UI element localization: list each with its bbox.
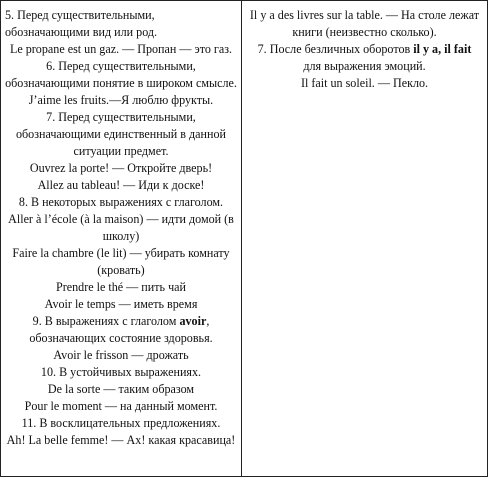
example-il-fait: Il fait un soleil. — Пекло.: [300, 76, 429, 90]
rule-9-bold: avoir: [179, 314, 207, 328]
example-8c: Prendre le thé — пить чай: [56, 280, 186, 294]
example-il-y-a: Il y a des livres sur la table. — На столе лежат книги (неизвестно сколько).: [249, 8, 480, 39]
rule-8: 8. В некоторых выражениях с глаголом.: [18, 195, 224, 209]
rule-7: 7. Перед существительными, обозначающими единственный в данной ситуации предмет.: [15, 110, 227, 158]
example-8a: Aller à l’école (à la maison) — идти домой (в школу): [8, 212, 234, 243]
example-7a: Ouvrez la porte! — Откройте дверь!: [29, 161, 213, 175]
rule-11: 11. В восклицательных предложениях.: [21, 416, 221, 430]
example-6: J’aime les fruits.—Я люблю фрукты.: [28, 93, 214, 107]
rule-9-prefix: 9. В выражениях с глаголом: [32, 314, 180, 328]
right-column: [242, 1, 487, 476]
rule-10: 10. В устойчивых выражениях.: [40, 365, 202, 379]
example-8d: Avoir le temps — иметь время: [44, 297, 198, 311]
example-8b: Faire la chambre (le lit) — убирать комнату (кровать): [12, 246, 230, 277]
rule-7-right-suffix: для выражения эмоций.: [303, 59, 426, 73]
rule-7-right-bold: il y a, il fait: [413, 42, 472, 56]
example-7b: Allez au tableau! — Иди к доске!: [37, 178, 205, 192]
rule-7-right: [248, 41, 481, 75]
rule-7-right-prefix: 7. После безличных оборотов: [257, 42, 414, 56]
example-11: Ah! La belle femme! — Ах! какая красавица!: [6, 433, 236, 447]
rule-5: 5. Перед существительными, обозначающими вид или род.: [5, 8, 158, 39]
rule-6: 6. Перед существительными, обозначающими понятие в широком смысле.: [5, 59, 237, 90]
left-column: [1, 1, 242, 476]
rule-9-suffix: , обозначающих состояние здоровья.: [29, 314, 213, 345]
example-9: Avoir le frisson — дрожать: [53, 348, 189, 362]
rule-9: [5, 313, 237, 347]
example-5: Le propane est un gaz. — Пропан — это газ.: [9, 42, 233, 56]
example-10b: Pour le moment — на данный момент.: [24, 399, 218, 413]
example-10a: De la sorte — таким образом: [47, 382, 195, 396]
